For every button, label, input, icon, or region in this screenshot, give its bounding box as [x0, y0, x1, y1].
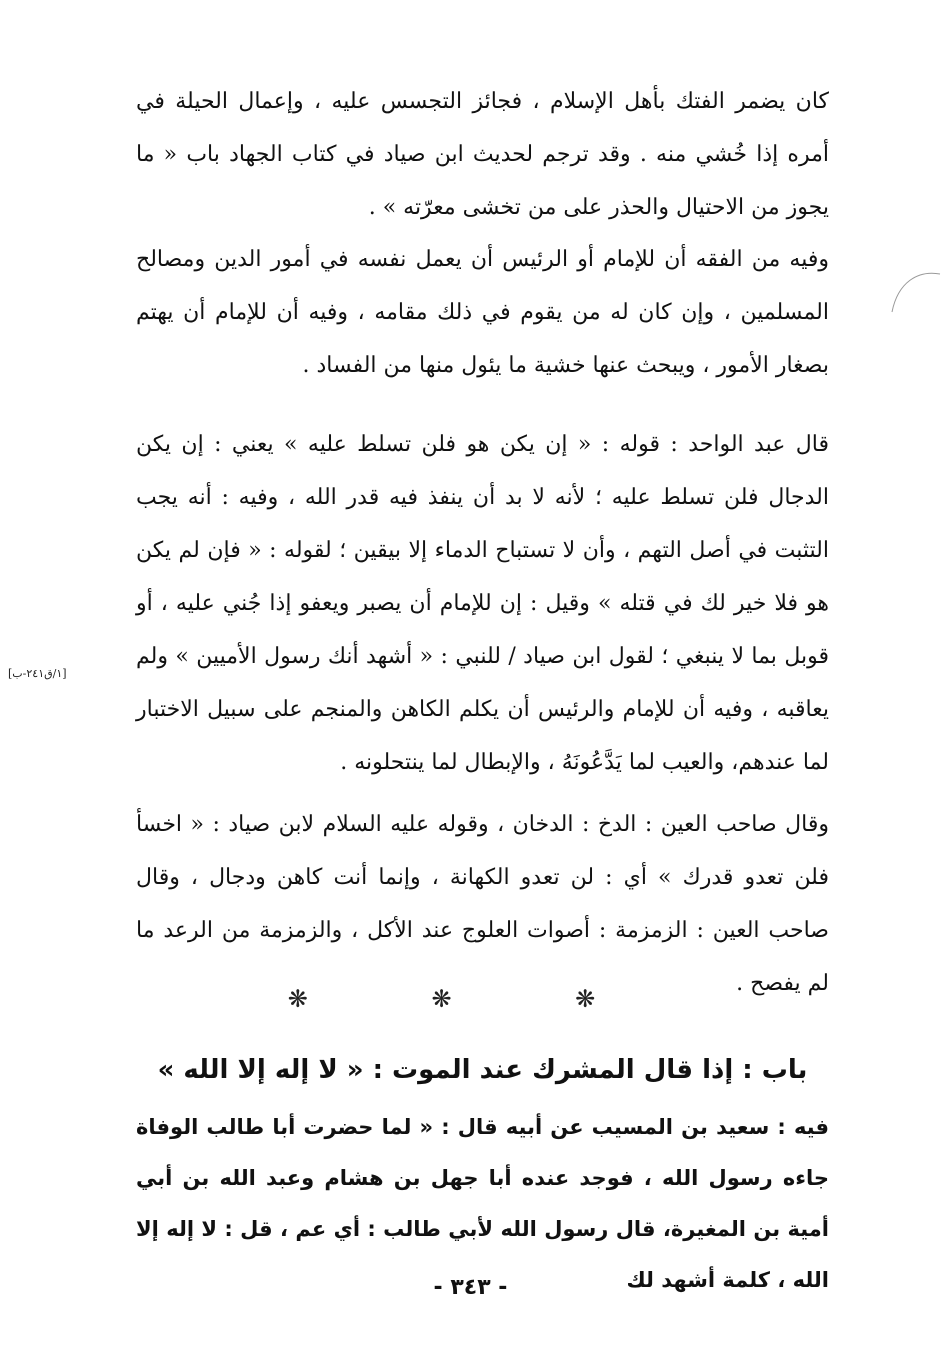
- paragraph-3: قال عبد الواحد : قوله : « إن يكن هو فلن تسلط عليه » يعني : إن يكن الدجال فلن تسلط عليه ؛ لأنه لا بد أن ينفذ فيه قدر الله ، وفيه : أنه يجب التثبت في أصل التهم ، وأن لا تستباح الدماء إلا بيقين ؛ لقوله : « فإن لم يكن هو فلا خير لك في قتله » وقيل : إن للإمام أن يصبر ويعفو إذا جُني عليه ، أو قوبل بما لا ينبغي ؛ لقول ابن صياد / للنبي : « أشهد أنك رسول الأميين » ولم يعاقبه ، وفيه أن للإمام والرئيس أن يكلم الكاهن والمنجم على سبيل الاختبار لما عندهم، والعيب لما يَدَّعُونَهُ ، والإبطال لما ينتحلونه .: [136, 432, 830, 775]
- scan-edge-mark: [886, 268, 941, 328]
- section-separator: ❋ ❋ ❋: [287, 985, 654, 1013]
- paragraph-1: كان يضمر الفتك بأهل الإسلام ، فجائز التجسس عليه ، وإعمال الحيلة في أمره إذا خُشي منه . وقد ترجم لحديث ابن صياد في كتاب الجهاد باب « ما يجوز من الاحتيال والحذر على من تخشى معرّته » .: [136, 89, 829, 220]
- paragraph-5: فيه : سعيد بن المسيب عن أبيه قال : « لما حضرت أبا طالب الوفاة جاءه رسول الله ، فوجد عنده أبا جهل بن هشام وعبد الله بن أبي أمية بن المغيرة، قال رسول الله لأبي طالب : أي عم ، قل : لا إله إلا الله ، كلمة أشهد لك: [136, 1115, 829, 1292]
- manuscript-folio-note: [١/ق٢٤١-ب]: [8, 667, 67, 680]
- page-number: - ٣٤٣ -: [433, 1275, 508, 1300]
- paragraph-2: وفيه من الفقه أن للإمام أو الرئيس أن يعمل نفسه في أمور الدين ومصالح المسلمين ، وإن كان له من يقوم في ذلك مقامه ، وفيه أن للإمام أن يهتم بصغار الأمور ، ويبحث عنها خشية ما يئول منها من الفساد .: [136, 247, 829, 378]
- paragraph-4: وقال صاحب العين : الدخ : الدخان ، وقوله عليه السلام لابن صياد : « اخسأ فلن تعدو قدرك » أي : لن تعدو الكهانة ، وإنما أنت كاهن ودجال ، وقال صاحب العين : الزمزمة : أصوات العلوج عند الأكل ، والزمزمة من الرعد ما لم يفصح .: [136, 812, 829, 996]
- chapter-heading: باب : إذا قال المشرك عند الموت : « لا إله إلا الله »: [157, 1055, 808, 1085]
